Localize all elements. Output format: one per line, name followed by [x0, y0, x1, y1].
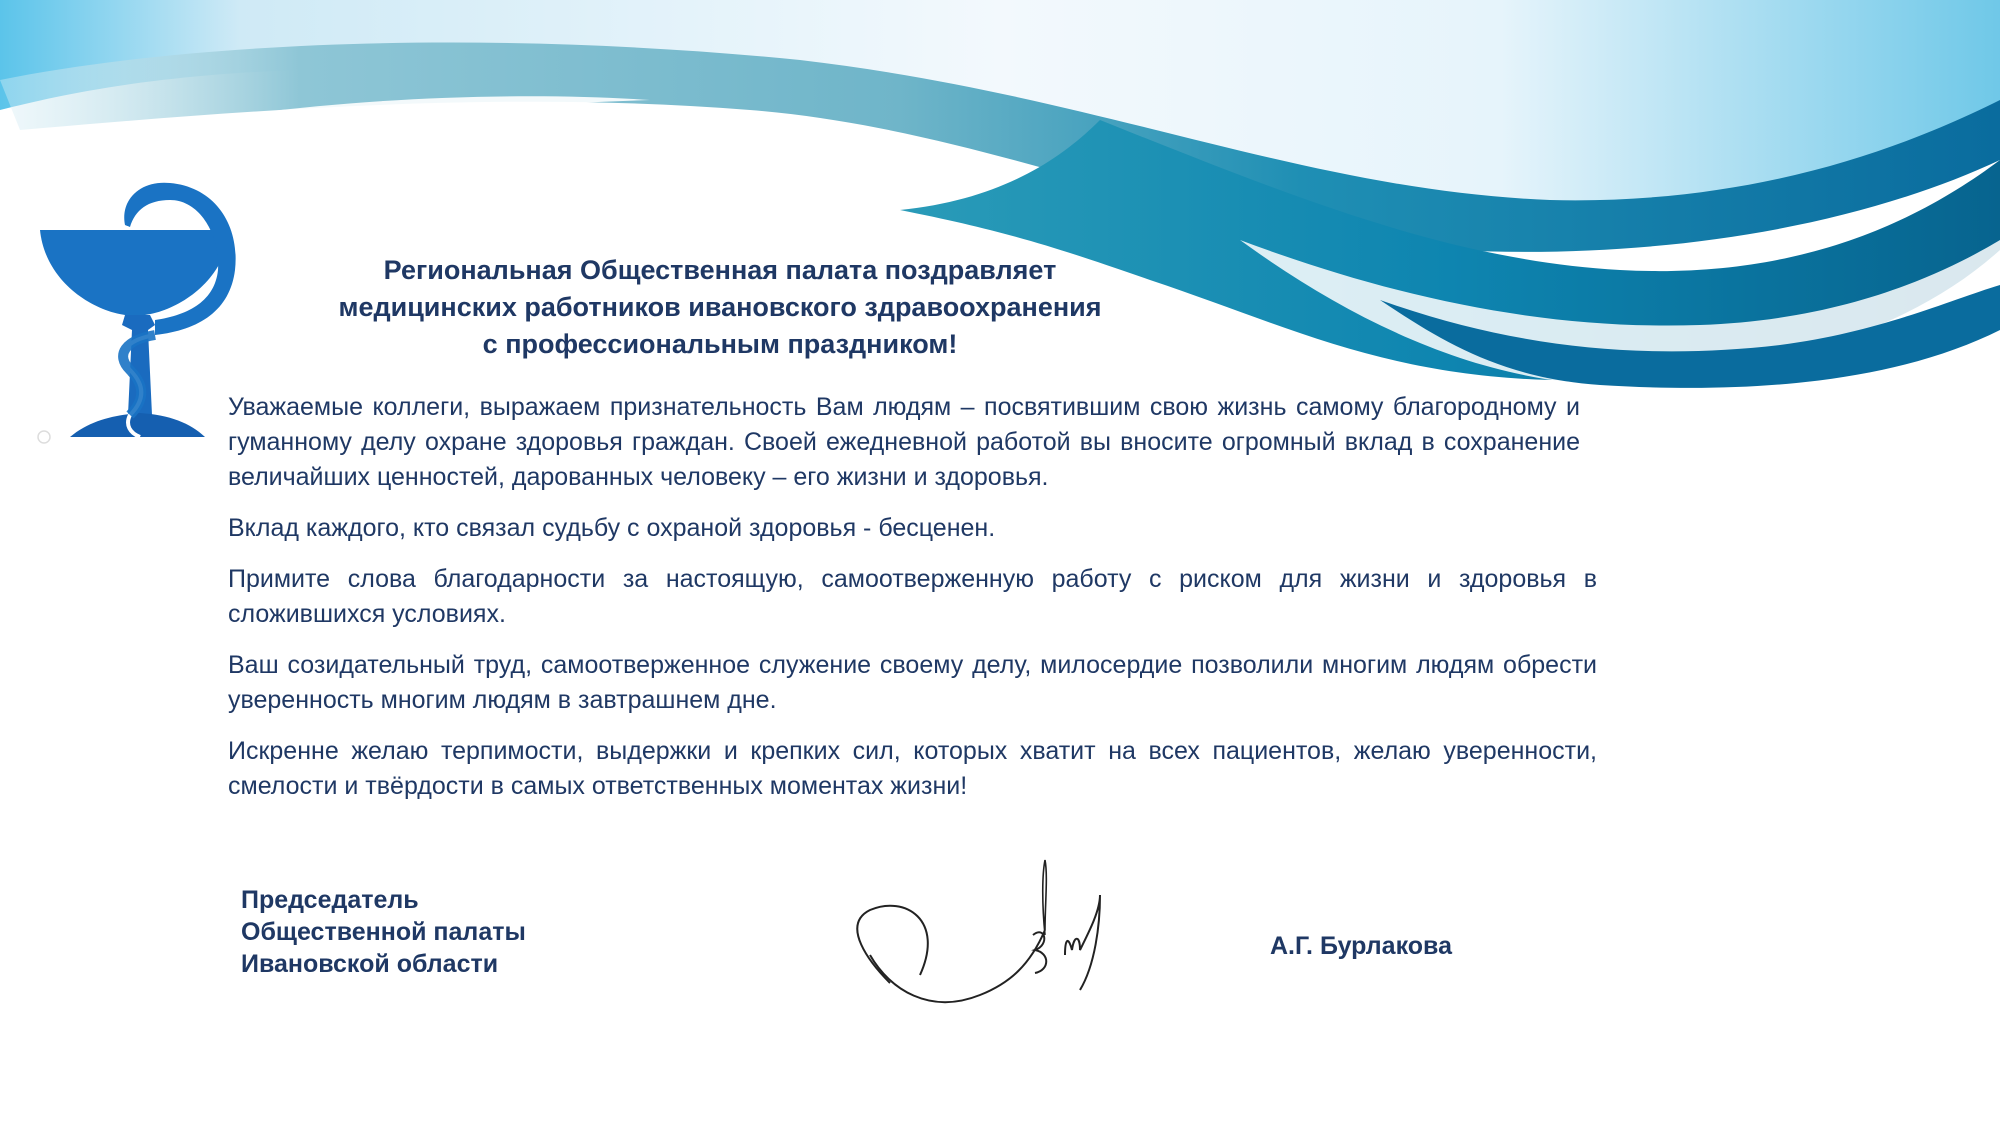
letter-body [228, 390, 1597, 820]
role-line: Ивановской области [241, 950, 499, 978]
paragraph: Вклад каждого, кто связал судьбу с охраной здоровья - бесценен. [228, 514, 996, 542]
wifi-watermark-icon [38, 431, 50, 443]
title-line: с профессиональным праздником! [482, 329, 958, 359]
title-line: Региональная Общественная палата поздравляет [383, 255, 1057, 285]
role-line: Председатель [241, 886, 419, 914]
handwritten-signature [850, 855, 1130, 1015]
title-line: медицинских работников ивановского здравоохранения [338, 292, 1102, 322]
signatory-role [241, 884, 526, 980]
paragraph: Искренне желаю терпимости, выдержки и крепких сил, которых хватит на всех пациентов, желаю уверенности, смелости и твёрдости в самых ответственных моментах жизни! [228, 737, 1597, 800]
paragraph: Уважаемые коллеги, выражаем признательность Вам людям – посвятившим свою жизнь самому благородному и гуманному делу охране здоровья граждан. Своей ежедневной работой вы вносите огромный вклад в сохранение величайших ценностей, дарованных человеку – его жизни и здоровья. [228, 393, 1580, 491]
paragraph: Ваш созидательный труд, самоотверженное служение своему делу, милосердие позволили многим людям обрести уверенность многим людям в завтрашнем дне. [228, 651, 1597, 714]
signatory-name: А.Г. Бурлакова [1270, 932, 1452, 960]
greeting-title [230, 252, 1210, 363]
role-line: Общественной палаты [241, 918, 526, 946]
paragraph: Примите слова благодарности за настоящую, самоотверженную работу с риском для жизни и здоровья в сложившихся условиях. [228, 565, 1597, 628]
